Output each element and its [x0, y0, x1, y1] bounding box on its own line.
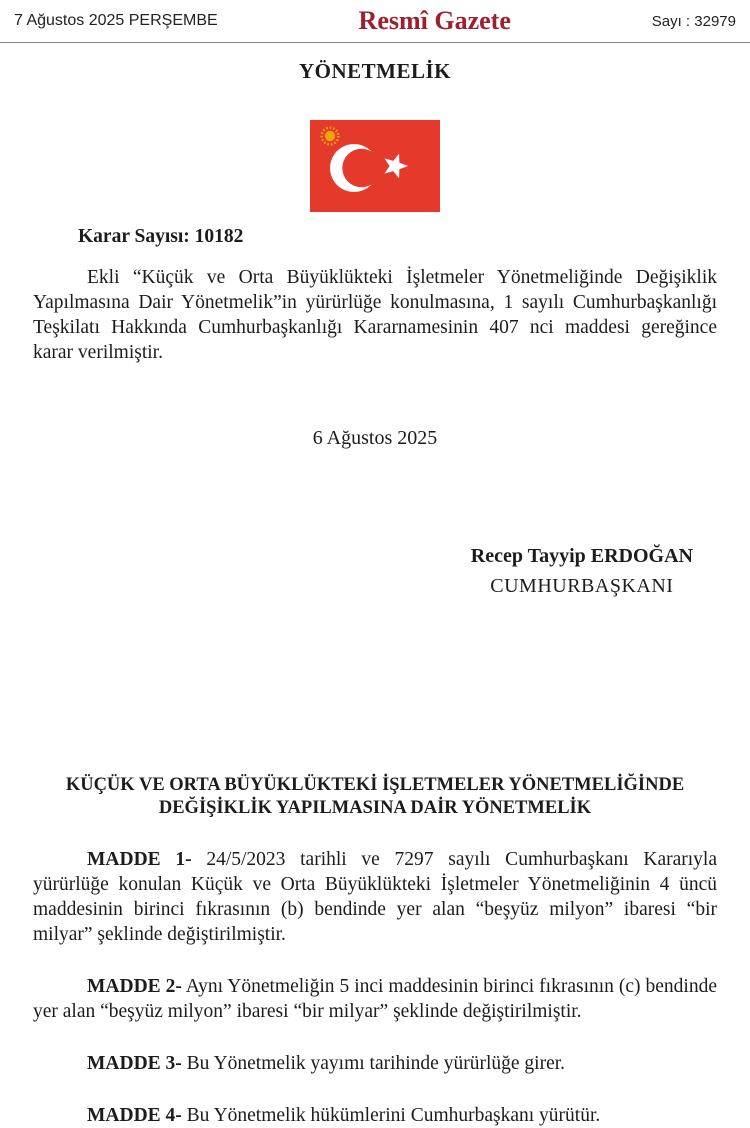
signatory-title: CUMHURBAŞKANI	[490, 575, 674, 597]
decree-paragraph: Ekli “Küçük ve Orta Büyüklükteki İşletmeler Yönetmeliğinde Değişiklik Yapılmasına Dair Yönetmelik”in yürürlüğe konulmasına, 1 sayılı Cumhurbaşkanlığı Teşkilatı Hakkında Cumhurbaşkanlığı Kararnamesinin 407 nci maddesi gereğince karar verilmiştir.	[33, 267, 717, 363]
article-text: 24/5/2023 tarihli ve 7297 sayılı Cumhurbaşkanı Kararıyla yürürlüğe konulan Küçük ve Orta Büyüklükteki İşletmeler Yönetmeliğinin 4 üncü maddesinin birinci fıkrasının (b) bendinde yer alan “beşyüz milyon” ibaresi “bir milyar” şeklinde değiştirilmiştir.	[33, 849, 717, 945]
publication-date: 7 Ağustos 2025 PERŞEMBE	[14, 12, 218, 29]
decree-date: 6 Ağustos 2025	[312, 427, 438, 449]
decision-number: Karar Sayısı: 10182	[78, 226, 244, 247]
article-text: Bu Yönetmelik yayımı tarihinde yürürlüğe girer.	[181, 1053, 566, 1074]
issue-number: Sayı : 32979	[651, 12, 736, 30]
article-label: MADDE 1-	[87, 849, 192, 870]
article-text: Bu Yönetmelik hükümlerini Cumhurbaşkanı yürütür.	[181, 1105, 601, 1126]
article-madde-3	[33, 1051, 717, 1076]
article-label: MADDE 4-	[87, 1105, 182, 1126]
article-label: MADDE 2-	[87, 976, 182, 997]
gazette-header	[0, 0, 750, 43]
signature-block	[471, 545, 693, 598]
turkish-flag-icon	[310, 120, 440, 212]
gazette-masthead: Resmî Gazete	[358, 6, 511, 35]
article-madde-4	[33, 1103, 717, 1128]
article-label: MADDE 3-	[87, 1053, 182, 1074]
flag-container	[0, 120, 750, 212]
category-heading: YÖNETMELİK	[298, 59, 452, 83]
article-madde-2	[33, 974, 717, 1024]
article-madde-1	[33, 847, 717, 947]
article-text: Aynı Yönetmeliğin 5 inci maddesinin birinci fıkrasının (c) bendinde yer alan “beşyüz milyon” ibaresi “bir milyar” şeklinde değiştirilmiştir.	[33, 976, 717, 1022]
regulation-title: KÜÇÜK VE ORTA BÜYÜKLÜKTEKİ İŞLETMELER YÖNETMELİĞİNDE DEĞİŞİKLİK YAPILMASINA DAİR YÖNETMELİK	[65, 775, 685, 818]
signatory-name: Recep Tayyip ERDOĞAN	[470, 545, 693, 567]
